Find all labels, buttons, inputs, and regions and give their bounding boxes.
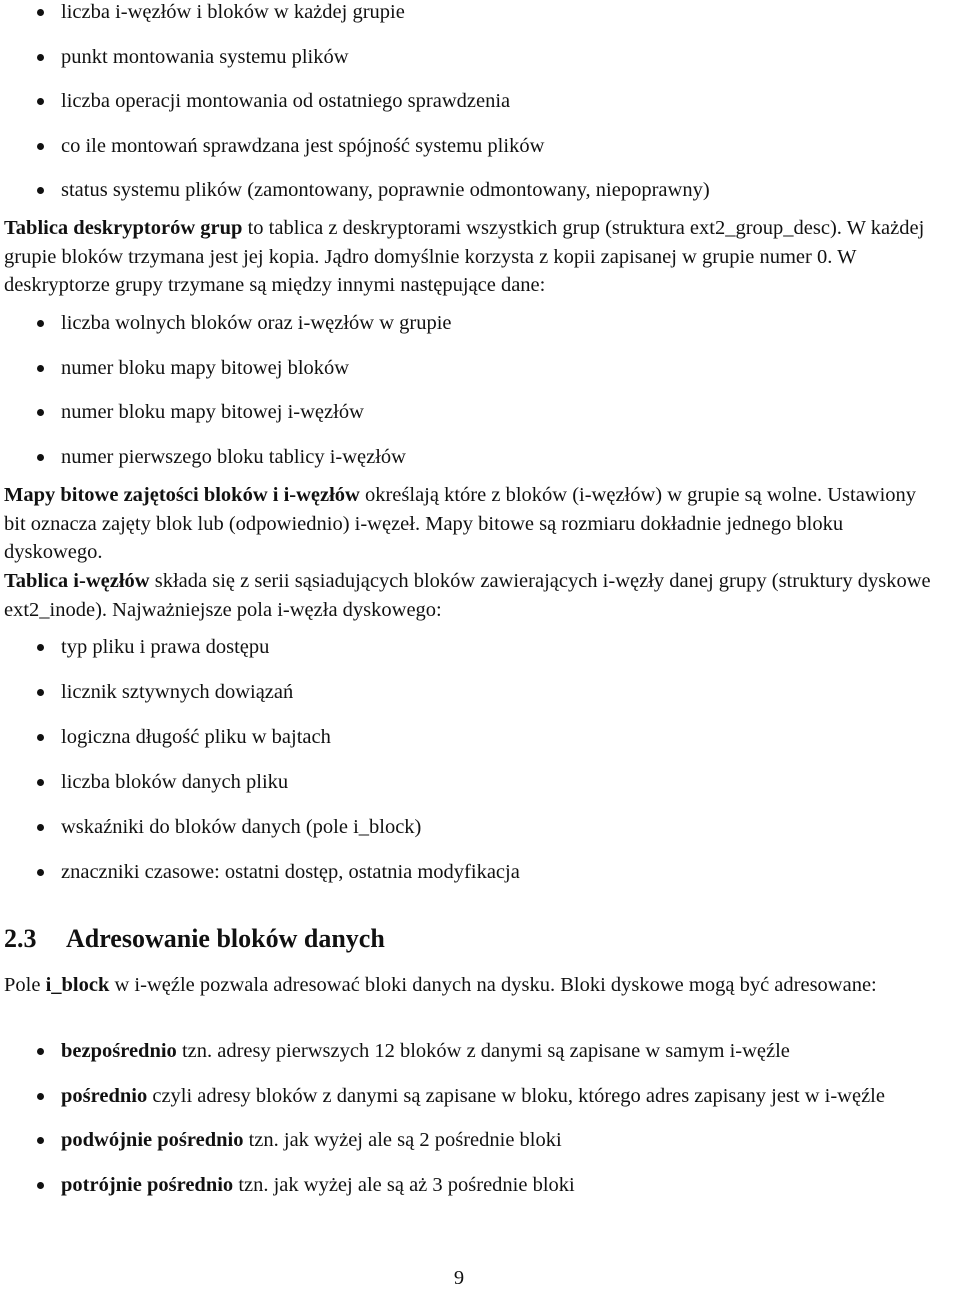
paragraph-bitmaps: Mapy bitowe zajętości bloków i i-węzłów określają które z bloków (i-węzłów) w grupie są wolne. Ustawiony bit oznacza zajęty blok lub (odpowiednio) i-węzeł. Mapy bitowe są rozmiaru dokładnie jednego bloku dyskowego. <box>4 484 917 563</box>
list-item: liczba i-węzłów i bloków w każdej grupie <box>0 0 935 27</box>
list-item: liczba bloków danych pliku <box>0 768 935 797</box>
paragraph-group-descriptors: Tablica deskryptorów grup to tablica z deskryptorami wszystkich grup (struktura ext2_group_desc). W każdej grupie bloków trzymana jest jej kopia. Jądro domyślnie korzysta z kopii zapisanej w grupie numer 0. W deskryptorze grupy trzymane są między innymi następujące dane: <box>4 217 925 296</box>
list-item: podwójnie pośrednio tzn. jak wyżej ale są 2 pośrednie bloki <box>0 1126 935 1155</box>
list-item: status systemu plików (zamontowany, poprawnie odmontowany, niepoprawny) <box>0 176 935 205</box>
list-item: logiczna długość pliku w bajtach <box>0 723 935 752</box>
bullet-icon <box>37 689 44 696</box>
paragraph-inode-table: Tablica i-węzłów składa się z serii sąsiadujących bloków zawierających i-węzły danej grupy (struktury dyskowe ext2_inode). Najważniejsze pola i-węzła dyskowego: <box>4 570 931 621</box>
addressing-modes-list <box>0 1037 935 1199</box>
list-item: numer pierwszego bloku tablicy i-węzłów <box>0 443 935 472</box>
paragraph-i-block: Pole i_block w i-węźle pozwala adresować bloki danych na dysku. Bloki dyskowe mogą być adresowane: <box>4 974 877 996</box>
bullet-icon <box>37 869 44 876</box>
bullet-icon <box>37 1182 44 1189</box>
bullet-icon <box>37 365 44 372</box>
bullet-icon <box>37 9 44 16</box>
list-item: typ pliku i prawa dostępu <box>0 633 935 662</box>
list-item: liczba wolnych bloków oraz i-węzłów w grupie <box>0 309 935 338</box>
term-bitmaps: Mapy bitowe zajętości bloków i i-węzłów <box>4 484 360 506</box>
list-item: znaczniki czasowe: ostatni dostęp, ostatnia modyfikacja <box>0 858 935 887</box>
bullet-icon <box>37 779 44 786</box>
bullet-icon <box>37 824 44 831</box>
section-number: 2.3 <box>4 924 37 953</box>
list-item: numer bloku mapy bitowej i-węzłów <box>0 398 935 427</box>
bullet-icon <box>37 1137 44 1144</box>
bullet-icon <box>37 143 44 150</box>
term-i-block: i_block <box>45 974 110 996</box>
superblock-fields-list <box>0 0 935 205</box>
bullet-icon <box>37 644 44 651</box>
inode-fields-list <box>0 633 935 887</box>
term-inode-table: Tablica i-węzłów <box>4 570 150 592</box>
bullet-icon <box>37 1093 44 1100</box>
list-item: pośrednio czyli adresy bloków z danymi są zapisane w bloku, którego adres zapisany jest w i-węźle <box>0 1082 935 1111</box>
section-title: Adresowanie bloków danych <box>66 924 385 953</box>
list-item: licznik sztywnych dowiązań <box>0 678 935 707</box>
section-heading <box>4 922 385 956</box>
list-item: potrójnie pośrednio tzn. jak wyżej ale są aż 3 pośrednie bloki <box>0 1171 935 1200</box>
bullet-icon <box>37 409 44 416</box>
bullet-icon <box>37 734 44 741</box>
page-number: 9 <box>453 1267 465 1289</box>
bullet-icon <box>37 1048 44 1055</box>
list-item: liczba operacji montowania od ostatniego sprawdzenia <box>0 87 935 116</box>
bullet-icon <box>37 54 44 61</box>
bullet-icon <box>37 187 44 194</box>
list-item: punkt montowania systemu plików <box>0 43 935 72</box>
bullet-icon <box>37 320 44 327</box>
bullet-icon <box>37 454 44 461</box>
list-item: wskaźniki do bloków danych (pole i_block) <box>0 813 935 842</box>
bullet-icon <box>37 98 44 105</box>
list-item: bezpośrednio tzn. adresy pierwszych 12 bloków z danymi są zapisane w samym i-węźle <box>0 1037 935 1066</box>
group-descriptor-fields-list <box>0 309 935 471</box>
term-group-descriptor-table: Tablica deskryptorów grup <box>4 217 243 239</box>
list-item: numer bloku mapy bitowej bloków <box>0 354 935 383</box>
list-item: co ile montowań sprawdzana jest spójność systemu plików <box>0 132 935 161</box>
